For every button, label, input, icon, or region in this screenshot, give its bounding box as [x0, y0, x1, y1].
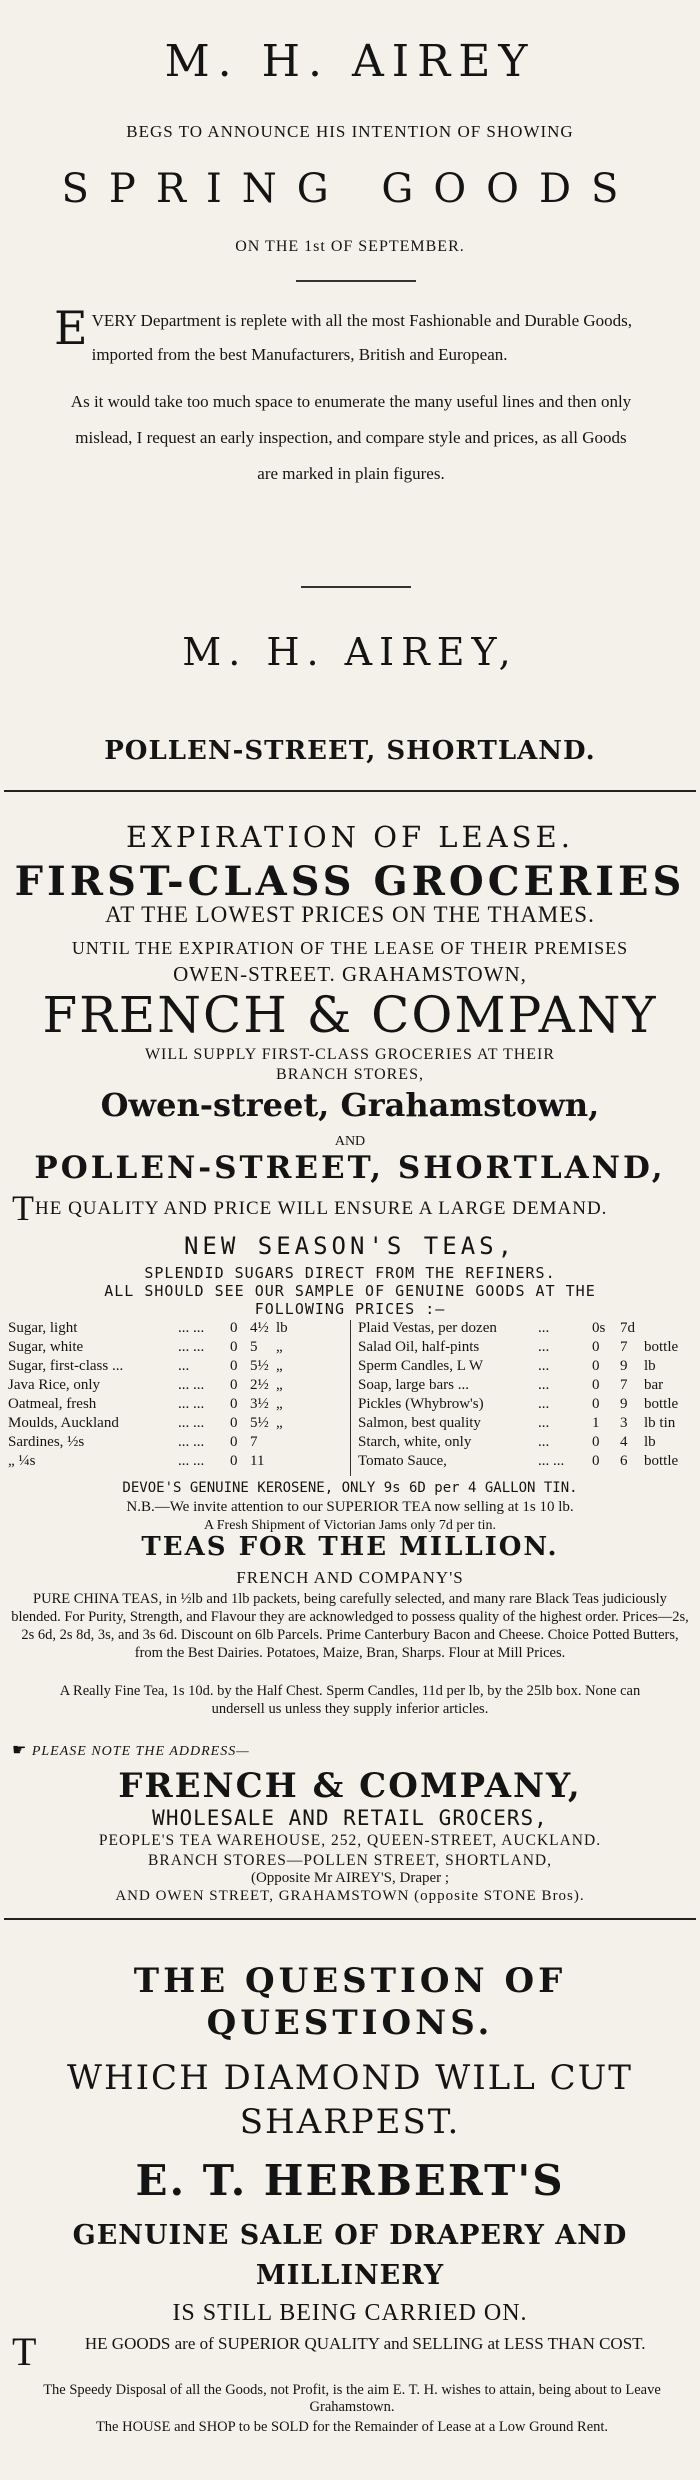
following-line: FOLLOWING PRICES :—	[254, 1300, 446, 1318]
price-d: 5½	[250, 1415, 269, 1431]
price-unit: „	[276, 1396, 283, 1412]
pointing-hand-icon: ☛	[12, 1742, 28, 1759]
price-d: 9	[620, 1358, 628, 1374]
new-teas-heading: NEW SEASON'S TEAS,	[183, 1232, 517, 1260]
price-item: Salad Oil, half-pints	[358, 1339, 480, 1355]
date-line: ON THE 1st OF SEPTEMBER.	[235, 238, 465, 255]
price-s: 0	[230, 1358, 238, 1374]
owen-street-2-line: AND OWEN STREET, GRAHAMSTOWN (opposite STONE Bros).	[115, 1888, 585, 1904]
price-row	[8, 1377, 348, 1396]
price-item: Java Rice, only	[8, 1377, 101, 1393]
kerosene-line: DEVOE'S GENUINE KEROSENE, ONLY 9s 6D per 4 GALLON TIN.	[122, 1480, 578, 1496]
ornament-rule	[296, 280, 416, 282]
price-s: 0	[592, 1377, 600, 1393]
still-carried-line: IS STILL BEING CARRIED ON.	[172, 2300, 528, 2326]
price-row	[358, 1377, 694, 1396]
price-row	[358, 1434, 694, 1453]
price-unit: lb	[644, 1358, 656, 1374]
price-s: 0	[230, 1320, 238, 1336]
price-item: Sugar, light	[8, 1320, 78, 1336]
company-headline: FRENCH & COMPANY	[42, 986, 658, 1044]
quality-line	[12, 1188, 692, 1228]
sample-line: ALL SHOULD SEE OUR SAMPLE OF GENUINE GOODS AT THE	[104, 1282, 596, 1300]
department-paragraph	[54, 301, 654, 372]
price-row	[358, 1396, 694, 1415]
price-dots: ... ...	[178, 1434, 205, 1450]
price-row	[8, 1396, 348, 1415]
price-d: 11	[250, 1453, 265, 1469]
price-s: 0	[230, 1415, 238, 1431]
china-teas-paragraph: PURE CHINA TEAS, in ½lb and 1lb packets, being carefully selected, and many rare Black Teas judiciously blended. For Purity, Strength, and Flavour they are acknowledged to possess quality of the highest order. Prices—2s, 2s 6d, 2s 8d, 3s, and 3s 6d. Discount on 6lb Parcels. Prime Canterbury Bacon and Cheese. Choice Potted Butters, from the Best Dairies. Potatoes, Maize, Bran, Sharps. Flour at Mill Prices.	[11, 1591, 689, 1661]
speedy-disposal-paragraph: The Speedy Disposal of all the Goods, not Profit, is the aim E. T. H. wishes to attain, being about to Leave Grahamstown.	[43, 2382, 661, 2415]
goods-quality-paragraph	[12, 2329, 692, 2374]
price-column-left	[8, 1320, 348, 1472]
fc-possessive-line: FRENCH AND COMPANY'S	[236, 1568, 464, 1587]
owen-grahamstown-line: OWEN-STREET. GRAHAMSTOWN,	[173, 962, 527, 986]
price-s: 0	[592, 1396, 600, 1412]
price-dots: ... ...	[178, 1339, 205, 1355]
price-item: Sperm Candles, L W	[358, 1358, 483, 1374]
opposite-airey-line: (Opposite Mr AIREY'S, Draper ;	[250, 1870, 450, 1886]
price-dots: ...	[538, 1320, 550, 1336]
price-unit: bottle	[644, 1339, 679, 1355]
question-headline: THE QUESTION OF QUESTIONS.	[133, 1961, 567, 2043]
price-dots: ...	[538, 1434, 550, 1450]
and-line: AND	[334, 1134, 366, 1149]
price-s: 0	[230, 1434, 238, 1450]
price-unit: lb	[644, 1434, 656, 1450]
spring-goods-headline: SPRING GOODS	[61, 166, 639, 212]
price-d: 3	[620, 1415, 628, 1431]
price-item: Tomato Sauce,	[358, 1453, 447, 1469]
french-company-advertisement	[6, 792, 694, 1812]
price-item: Salmon, best quality	[358, 1415, 481, 1431]
lowest-prices-line: AT THE LOWEST PRICES ON THE THAMES.	[105, 902, 595, 927]
price-item: „ ¼s	[8, 1453, 36, 1469]
price-s: 0	[592, 1453, 600, 1469]
price-s: 0	[230, 1339, 238, 1355]
price-table	[6, 1320, 694, 1476]
price-unit: „	[276, 1377, 283, 1393]
price-d: 3½	[250, 1396, 269, 1412]
price-d: 7	[620, 1377, 628, 1393]
price-item: Oatmeal, fresh	[8, 1396, 97, 1412]
price-s: 0	[230, 1377, 238, 1393]
price-d: 7	[620, 1339, 628, 1355]
price-d: 4	[620, 1434, 628, 1450]
price-s: 0	[592, 1434, 600, 1450]
nb-line: N.B.—We invite attention to our SUPERIOR TEA now selling at 1s 10 lb.	[126, 1499, 574, 1515]
price-row	[358, 1320, 694, 1339]
price-unit: bottle	[644, 1396, 679, 1412]
price-unit: „	[276, 1415, 283, 1431]
price-dots: ...	[538, 1396, 550, 1412]
lease-heading: EXPIRATION OF LEASE.	[126, 820, 574, 854]
price-row	[8, 1320, 348, 1339]
price-row	[8, 1453, 348, 1472]
price-item: Sugar, white	[8, 1339, 84, 1355]
price-row	[8, 1434, 348, 1453]
price-unit: bar	[644, 1377, 664, 1393]
until-line: UNTIL THE EXPIRATION OF THE LEASE OF THEIR PREMISES	[71, 938, 629, 958]
drapery-sale-headline: GENUINE SALE OF DRAPERY AND MILLINERY	[72, 2220, 628, 2291]
price-d: 9	[620, 1396, 628, 1412]
price-unit: lb	[276, 1320, 288, 1336]
divider-rule	[301, 586, 411, 588]
peoples-warehouse-line: PEOPLE'S TEA WAREHOUSE, 252, QUEEN-STREET, AUCKLAND.	[98, 1832, 602, 1849]
department-text: VERY Department is replete with all the most Fashionable and Durable Goods, imported from the best Manufacturers, British and European.	[91, 311, 633, 364]
price-item: Soap, large bars ...	[358, 1377, 469, 1393]
price-s: 0	[592, 1339, 600, 1355]
price-s: 1	[592, 1415, 600, 1431]
quality-text: HE QUALITY AND PRICE WILL ENSURE A LARGE DEMAND.	[35, 1198, 608, 1219]
price-table-divider	[350, 1320, 351, 1476]
company-headline-2: FRENCH & COMPANY,	[118, 1766, 582, 1806]
please-note-line	[12, 1740, 692, 1760]
airey-name-heading: M. H. AIREY	[164, 36, 536, 87]
price-dots: ... ...	[178, 1320, 205, 1336]
will-supply-line: WILL SUPPLY FIRST-CLASS GROCERIES AT THEIR	[144, 1046, 556, 1063]
price-unit: lb tin	[644, 1415, 676, 1431]
price-dots: ...	[538, 1358, 550, 1374]
price-unit: „	[276, 1358, 283, 1374]
really-fine-paragraph: A Really Fine Tea, 1s 10d. by the Half Chest. Sperm Candles, 11d per lb, by the 25lb box. None can undersell us unless they supply inferior articles.	[59, 1683, 641, 1717]
price-dots: ... ...	[178, 1415, 205, 1431]
price-unit: bottle	[644, 1453, 679, 1469]
price-column-right	[358, 1320, 694, 1472]
price-row	[8, 1415, 348, 1434]
jams-line: A Fresh Shipment of Victorian Jams only 7d per tin.	[203, 1518, 497, 1533]
price-s: 0	[230, 1453, 238, 1469]
owen-street-headline: Owen-street, Grahamstown,	[100, 1086, 600, 1124]
teas-million-heading: TEAS FOR THE MILLION.	[141, 1532, 559, 1562]
price-d: 6	[620, 1453, 628, 1469]
price-item: Plaid Vestas, per dozen	[358, 1320, 497, 1336]
french-company-address-block	[6, 1760, 694, 1904]
price-dots: ... ...	[538, 1453, 565, 1469]
herbert-name-headline: E. T. HERBERT'S	[135, 2156, 565, 2205]
enumerate-paragraph: As it would take too much space to enumerate the many useful lines and then only mislead, I request an early inspection, and compare style and prices, as all Goods are marked in plain figures.	[70, 392, 632, 483]
price-unit: „	[276, 1339, 283, 1355]
price-dots: ...	[178, 1358, 190, 1374]
price-d: 7	[250, 1434, 258, 1450]
price-row	[358, 1339, 694, 1358]
price-d: 7d	[620, 1320, 635, 1336]
first-class-headline: FIRST-CLASS GROCERIES	[14, 858, 686, 905]
price-item: Sugar, first-class ...	[8, 1358, 124, 1374]
branch-stores-line: BRANCH STORES,	[276, 1066, 424, 1083]
dropcap-e: E	[54, 301, 88, 355]
herbert-advertisement	[6, 1920, 694, 2480]
house-shop-paragraph: The HOUSE and SHOP to be SOLD for the Remainder of Lease at a Low Ground Rent.	[95, 2419, 609, 2435]
price-item: Moulds, Auckland	[8, 1415, 119, 1431]
airey-name-footer: M. H. AIREY,	[182, 630, 518, 674]
sugars-line: SPLENDID SUGARS DIRECT FROM THE REFINERS.	[144, 1264, 556, 1282]
price-dots: ... ...	[178, 1377, 205, 1393]
price-dots: ...	[538, 1377, 550, 1393]
price-d: 5	[250, 1339, 258, 1355]
price-s: 0s	[592, 1320, 606, 1336]
price-dots: ... ...	[178, 1453, 205, 1469]
dropcap-t-herbert: T	[12, 2329, 37, 2374]
price-row	[358, 1415, 694, 1434]
wholesale-line: WHOLESALE AND RETAIL GROCERS,	[152, 1806, 548, 1830]
goods-quality-text: HE GOODS are of SUPERIOR QUALITY and SELLING at LESS THAN COST.	[84, 2334, 646, 2353]
price-s: 0	[230, 1396, 238, 1412]
price-row	[358, 1358, 694, 1377]
diamond-headline: WHICH DIAMOND WILL CUT SHARPEST.	[67, 2058, 633, 2142]
branch-stores-2-line: BRANCH STORES—POLLEN STREET, SHORTLAND,	[148, 1852, 552, 1869]
airey-advertisement	[6, 0, 694, 770]
price-row	[8, 1358, 348, 1377]
price-d: 5½	[250, 1358, 269, 1374]
announce-line: BEGS TO ANNOUNCE HIS INTENTION OF SHOWING	[126, 122, 574, 141]
price-dots: ... ...	[178, 1396, 205, 1412]
price-s: 0	[592, 1358, 600, 1374]
price-d: 4½	[250, 1320, 269, 1336]
price-dots: ...	[538, 1415, 550, 1431]
please-note-text: PLEASE NOTE THE ADDRESS—	[31, 1744, 250, 1759]
price-item: Sardines, ½s	[8, 1434, 85, 1450]
price-row	[8, 1339, 348, 1358]
price-item: Pickles (Whybrow's)	[358, 1396, 484, 1412]
price-dots: ...	[538, 1339, 550, 1355]
price-d: 2½	[250, 1377, 269, 1393]
price-row	[358, 1453, 694, 1472]
price-item: Starch, white, only	[358, 1434, 472, 1450]
dropcap-t: T	[12, 1188, 35, 1228]
pollen-street-headline: POLLEN-STREET, SHORTLAND,	[34, 1150, 666, 1186]
airey-address: POLLEN-STREET, SHORTLAND.	[104, 736, 596, 766]
